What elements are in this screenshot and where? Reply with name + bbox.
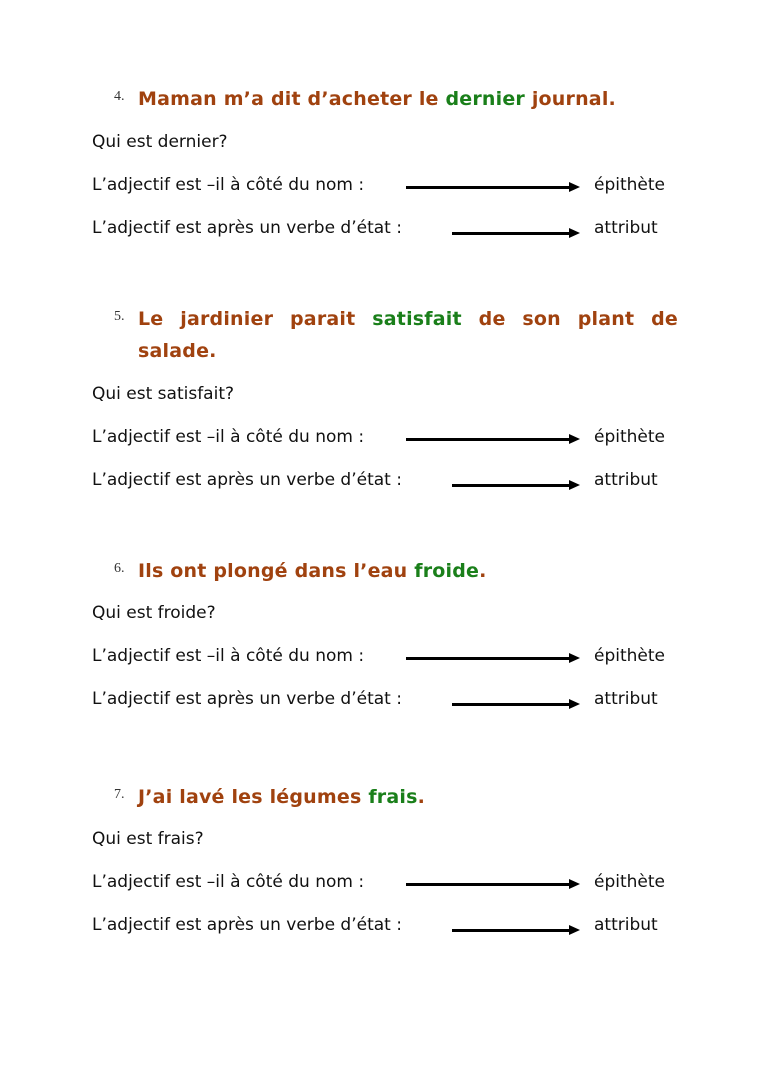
adjective-highlight: frais — [368, 786, 418, 808]
sentence-text: Le jardinier parait — [138, 308, 373, 330]
question: Qui est satisfait? — [92, 384, 235, 404]
rule-beside-noun: L’adjectif est –il à côté du nom : — [92, 175, 365, 195]
arrow-right-icon — [452, 703, 570, 706]
arrow-right-icon — [406, 657, 570, 660]
result-attribute: attribut — [594, 218, 658, 238]
sentence-text: Maman m’a dit d’acheter le — [138, 88, 446, 110]
result-epithet: épithète — [594, 427, 665, 447]
exercise-sentence-row — [114, 303, 678, 367]
arrow-right-icon — [452, 929, 570, 932]
arrow-right-icon — [406, 186, 570, 189]
result-attribute: attribut — [594, 915, 658, 935]
arrow-right-icon — [406, 438, 570, 441]
sentence-text: . — [417, 786, 426, 808]
exercise-number: 6. — [114, 561, 125, 576]
rule-beside-noun: L’adjectif est –il à côté du nom : — [92, 427, 365, 447]
sentence-text: de son plant de salade. — [138, 308, 678, 362]
exercise-number: 7. — [114, 787, 125, 802]
arrow-right-icon — [406, 883, 570, 886]
exercise-number: 4. — [114, 89, 125, 104]
arrow-right-icon — [452, 232, 570, 235]
result-attribute: attribut — [594, 470, 658, 490]
rule-beside-noun: L’adjectif est –il à côté du nom : — [92, 646, 365, 666]
adjective-highlight: dernier — [445, 88, 525, 110]
result-epithet: épithète — [594, 646, 665, 666]
exercise-number: 5. — [114, 309, 125, 324]
exercise-sentence-row — [114, 781, 678, 813]
rule-after-verb: L’adjectif est après un verbe d’état : — [92, 470, 402, 490]
exercise-sentence-row — [114, 555, 678, 587]
sentence-text: Ils ont plongé dans l’eau — [138, 560, 415, 582]
exercise-sentence-row — [114, 83, 678, 115]
arrow-right-icon — [452, 484, 570, 487]
rule-beside-noun: L’adjectif est –il à côté du nom : — [92, 872, 365, 892]
adjective-highlight: satisfait — [372, 308, 462, 330]
question: Qui est froide? — [92, 603, 216, 623]
exercise-sentence — [138, 303, 678, 367]
question: Qui est frais? — [92, 829, 204, 849]
sentence-text: . — [479, 560, 487, 582]
exercise-sentence — [138, 781, 425, 813]
sentence-text: J’ai lavé les légumes — [138, 786, 369, 808]
rule-after-verb: L’adjectif est après un verbe d’état : — [92, 218, 402, 238]
question: Qui est dernier? — [92, 132, 228, 152]
exercise-sentence — [138, 83, 616, 115]
adjective-highlight: froide — [414, 560, 480, 582]
result-attribute: attribut — [594, 689, 658, 709]
exercise-sentence — [138, 555, 487, 587]
rule-after-verb: L’adjectif est après un verbe d’état : — [92, 689, 402, 709]
sentence-text: journal. — [525, 88, 616, 110]
result-epithet: épithète — [594, 175, 665, 195]
result-epithet: épithète — [594, 872, 665, 892]
rule-after-verb: L’adjectif est après un verbe d’état : — [92, 915, 402, 935]
